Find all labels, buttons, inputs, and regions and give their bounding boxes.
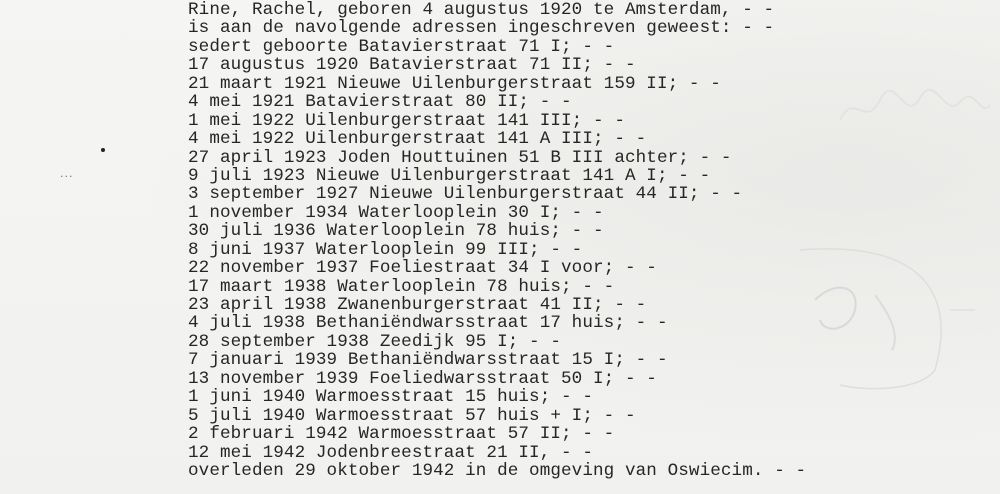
typed-line: 28 september 1938 Zeedijk 95 I; - - [188,331,562,352]
typed-line: 17 augustus 1920 Batavierstraat 71 II; - - [188,55,636,76]
typed-line: 13 november 1939 Foeliedwarsstraat 50 I; - - [188,368,657,389]
typed-line: 4 mei 1921 Batavierstraat 80 II; - - [188,92,572,113]
typed-address-list [188,1,806,480]
typed-line: 1 juni 1940 Warmoesstraat 15 huis; - - [188,387,594,408]
typed-line: 7 januari 1939 Bethaniëndwarsstraat 15 I; - - [188,350,668,371]
typed-line: 23 april 1938 Zwanenburgerstraat 41 II; - - [188,295,647,315]
typed-line: 5 juli 1940 Warmoesstraat 57 huis + I; - - [188,405,636,426]
ink-dot [101,148,105,152]
typed-line: 8 juni 1937 Waterlooplein 99 III; - - [188,239,583,260]
typed-line: Rine, Rachel, geboren 4 augustus 1920 te Amsterdam, - - [188,0,775,20]
typed-line: 1 mei 1922 Uilenburgerstraat 141 III; - - [188,110,625,131]
typed-line: 2 februari 1942 Warmoesstraat 57 II; - - [188,424,615,445]
typed-line: 21 maart 1921 Nieuwe Uilenburgerstraat 159 II; - - [188,73,721,94]
typed-line: 30 juli 1936 Waterlooplein 78 huis; - - [188,221,604,242]
pencil-mark-scribble [835,80,995,140]
typed-line: 17 maart 1938 Waterlooplein 78 huis; - - [188,276,615,297]
typed-line: 9 juli 1923 Nieuwe Uilenburgerstraat 141 A I; - - [188,165,711,186]
ellipsis-mark: ··· [60,170,74,183]
typed-line: 4 juli 1938 Bethaniëndwarsstraat 17 huis; - - [188,313,668,334]
typed-line: 3 september 1927 Nieuwe Uilenburgerstraat 44 II; - - [188,184,743,205]
typed-line: 22 november 1937 Foeliestraat 34 I voor; - - [188,258,657,279]
typed-line: sedert geboorte Batavierstraat 71 I; - - [188,36,615,57]
pencil-mark-arc [780,240,980,400]
typed-line: 12 mei 1942 Jodenbreestraat 21 II, - - [188,442,594,463]
typed-line: 4 mei 1922 Uilenburgerstraat 141 A III; - - [188,129,647,150]
typed-line: is aan de navolgende adressen ingeschreven geweest: - - [188,18,775,39]
typed-line: 1 november 1934 Waterlooplein 30 I; - - [188,202,604,223]
typed-line: overleden 29 oktober 1942 in de omgeving van Oswiecim. - - [188,460,807,481]
typed-line: 27 april 1923 Joden Houttuinen 51 B III achter; - - [188,147,732,168]
